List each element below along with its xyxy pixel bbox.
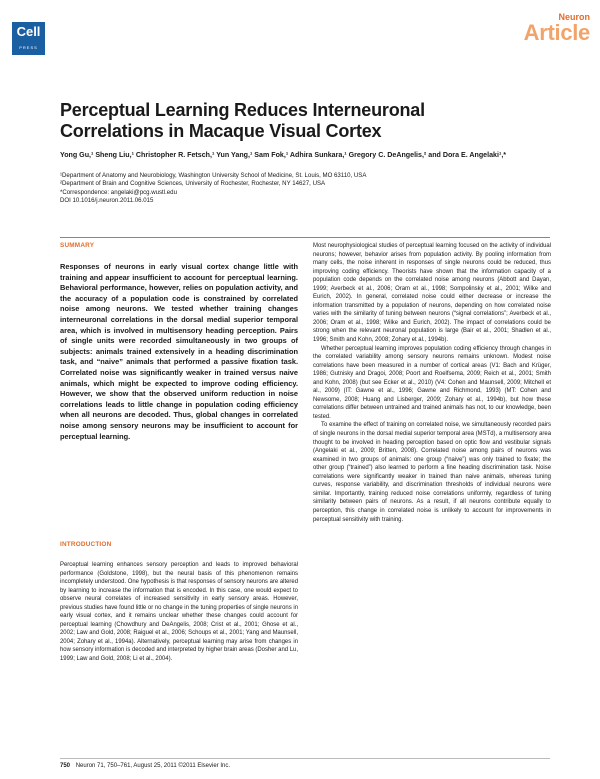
journal-name: Neuron — [558, 12, 590, 22]
article-type: Article — [523, 20, 590, 45]
summary-heading: SUMMARY — [60, 242, 95, 249]
page-number: 750 — [60, 763, 71, 769]
article-title: Perceptual Learning Reduces Interneuronal Correlations in Macaque Visual Cortex — [60, 100, 425, 141]
introduction-paragraph: Perceptual learning enhances sensory perception and leads to improved behavioral performance (Goldstone, 1998), but the neural basis of this phenomenon remains incompletely understood. One hypothesis is that responses of sensory neurons are altered by learning to increase the information that is encoded. In this case, one would expect to observe neural correlates of increased sensitivity in early sensory areas. However, previous studies have found little or no change in the tuning properties of single neurons in early visual cortex, and it remains unclear whether these changes could account for perceptual learning (Chowdhury and DeAngelis, 2008; Crist et al., 2001; Ghose et al., 2002; Law and Gold, 2008; Raiguel et al., 2006; Schoups et al., 2001; Yang and Maunsell, 2004; Zohary et al., 1994a). Alternatively, perceptual learning may arise from changes in how sensory information is decoded and interpreted by higher brain areas (Dosher and Lu, 1999; Law and Gold, 2008; Li et al., 2004). — [60, 562, 298, 663]
correspondence: *Correspondence: angelaki@pcg.wustl.edu — [60, 188, 177, 196]
citation: Neuron 71, 750–761, August 25, 2011 ©2011 Elsevier Inc. — [75, 763, 230, 769]
page-footer — [60, 763, 230, 769]
affiliations — [60, 172, 530, 205]
right-column — [313, 242, 551, 524]
doi: DOI 10.1016/j.neuron.2011.06.015 — [60, 196, 154, 204]
cell-press-logo — [12, 22, 45, 55]
author-list: Yong Gu,¹ Sheng Liu,¹ Christopher R. Fetsch,¹ Yun Yang,¹ Sam Fok,¹ Adhira Sunkara,¹ Gregory C. DeAngelis,² and Dora E. Angelaki¹,* — [60, 151, 507, 159]
paragraph-3: To examine the effect of training on correlated noise, we simultaneously recorded pairs of single neurons in the dorsal medial superior temporal area (MSTd), a multisensory area thought to be involved in heading perception based on optic flow and vestibular signals (Angelaki et al., 2009; Britten, 2008). Correlated noise among pairs of neurons was examined in two groups of animals: one group (“naive”) was only trained to fixate; the other group (“trained”) also learned to perform a fine heading discrimination task. Noise correlations were significantly weaker in trained than naive animals, whereas tuning curves, response variability, and discrimination thresholds of individual neurons were similar. Importantly, training reduced noise correlations uniformly, regardless of tuning similarity between pairs of neurons. As a result, if all neurons contribute equally to perception, this change in correlated noise is unlikely to account for improvements in perceptual sensitivity with training. — [313, 422, 551, 523]
introduction-heading: INTRODUCTION — [60, 541, 112, 548]
divider-top — [60, 237, 550, 238]
logo-subtext: PRESS — [19, 45, 38, 50]
logo-text: Cell — [16, 24, 41, 39]
divider-bottom — [60, 758, 550, 759]
paragraph-2: Whether perceptual learning improves population coding efficiency through changes in the correlated variability among sensory neurons remains unknown. Modest noise correlations have been measured in a number of cortical areas (V1: Bach and Krüger, 1986; Gutnisky and Dragoi, 2008; Poort and Roelfsema, 2009; Reich et al., 2001; Smith and Kohn, 2008) (but see Ecker et al., 2010) (V4: Cohen and Maunsell, 2009; Mitchell et al., 2009) (IT: Gawne et al., 1996; Gawne and Richmond, 1993) (MT: Cohen and Newsome, 2008; Huang and Lisberger, 2009; Zohary et al., 1994b), but how these correlations differ between untrained and trained animals has not, to our knowledge, been tested. — [313, 345, 551, 420]
affiliation-2: ²Department of Brain and Cognitive Sciences, University of Rochester, Rochester, NY 14627, USA — [60, 180, 326, 188]
affiliation-1: ¹Department of Anatomy and Neurobiology, Washington University School of Medicine, St. Louis, MO 63110, USA — [60, 172, 367, 179]
summary-text: Responses of neurons in early visual cortex change little with training and appear insufficient to account for perceptual learning. Behavioral performance, however, relies on population activity, and the accuracy of a population code is constrained by correlated noise among neurons. We tested whether training changes interneuronal correlations in the dorsal medial superior temporal area, which is involved in multisensory heading perception. Pairs of single units were recorded simultaneously in two groups of subjects: animals trained extensively in a heading discrimination task, and “naive” animals that performed a passive fixation task. Correlated noise was significantly weaker in trained versus naive animals, which might be expected to improve coding efficiency. However, we show that the observed uniform reduction in noise correlations leads to little change in population coding efficiency when all neurons are decoded. Thus, global changes in correlated noise among sensory neurons may be insufficient to account for perceptual learning. — [60, 262, 298, 441]
paragraph-1: Most neurophysiological studies of perceptual learning focused on the activity of individual neurons; however, behavior arises from population activity. By pooling information from many cells, the noise inherent in responses of single neurons could be reduced, thus improving coding efficiency. Theorists have shown that the information capacity of a population code depends on the correlated noise among neurons (Abbott and Dayan, 1999; Averbeck et al., 2006; Oram et al., 1998; Sompolinsky et al., 2001; Wilke and Eurich, 2002). In general, correlated noise could either decrease or increase the information transmitted by a population of neurons, depending on how correlated noise varies with the similarity of tuning between neurons (“signal correlations”; Averbeck et al., 2006; Oram et al., 1998; Wilke and Eurich, 2002). The impact of correlations could be strong when the relevant neuronal population is large (Bair et al., 2001; Shadlen et al., 1996; Smith and Kohn, 2008; Zohary et al., 1994b). — [313, 243, 551, 344]
journal-header — [524, 12, 590, 44]
introduction-text — [60, 561, 298, 664]
